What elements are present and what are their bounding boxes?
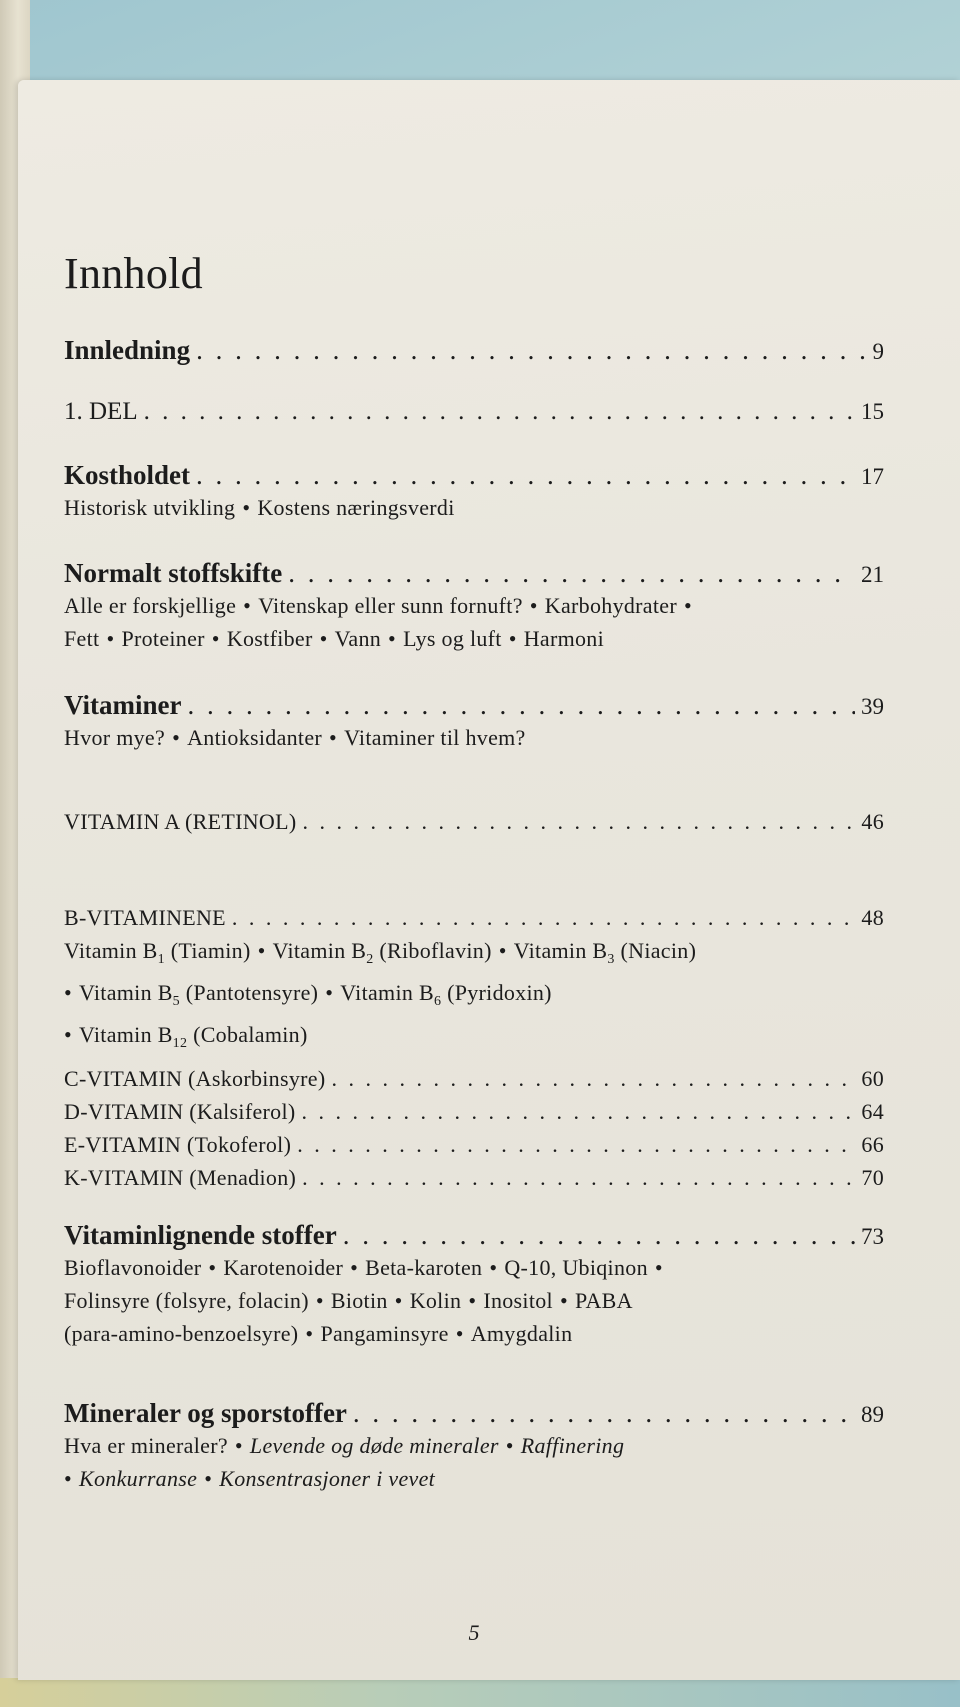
- toc-entry-label: Innledning: [64, 335, 191, 365]
- leader-dots: [288, 558, 855, 589]
- toc-entry-label: Vitaminer: [64, 690, 182, 720]
- toc-entry-label: B-VITAMINENE: [64, 905, 226, 930]
- toc-entry-page: 89: [861, 1402, 884, 1427]
- leader-dots: [343, 1220, 855, 1251]
- subtopic: Antioksidanter: [187, 725, 323, 750]
- leader-dots: [196, 335, 866, 366]
- subtopic: PABA: [574, 1288, 633, 1313]
- subtopic: Raffinering: [520, 1433, 625, 1458]
- subtopic: Proteiner: [121, 626, 205, 651]
- subtopic: Harmoni: [523, 626, 605, 651]
- subtopic: Biotin: [330, 1288, 388, 1313]
- subtopic: Vitamin $B_2$ (Riboflavin): [272, 938, 492, 967]
- toc-entry-page: 17: [861, 464, 884, 489]
- leader-dots: [144, 398, 855, 426]
- toc-entry-kostholdet: [64, 460, 884, 524]
- leader-dots: [187, 690, 855, 721]
- toc-entry-label: Mineraler og sporstoffer: [64, 1398, 347, 1428]
- toc-entry-label: K-VITAMIN (Menadion): [64, 1165, 297, 1190]
- toc-entry-innledning: [64, 335, 884, 366]
- subtopic: Kostfiber: [226, 626, 313, 651]
- toc-entry-page: 66: [861, 1132, 884, 1157]
- subtopic: Lys og luft: [403, 626, 502, 651]
- toc-entry-page: 73: [861, 1224, 884, 1249]
- toc-subtopics: Alle er forskjellige • Vitenskap eller sunn fornuft? • Karbohydrater • Fett • Proteiner • Kostfiber • Vann • Lys og luft • Harmoni: [64, 593, 692, 651]
- subtopic: Vitenskap eller sunn fornuft?: [258, 593, 523, 618]
- toc-entry-b-vitaminene: [64, 902, 884, 1060]
- toc-entry-vitamin-a: [64, 806, 884, 838]
- toc-subtopics: Vitamin $B_1$ (Tiamin) • Vitamin $B_2$ (Riboflavin) • Vitamin $B_3$ (Niacin) • Vitamin $B_5$ (Pantotensyre) • Vitamin $B_6$ (Pyridoxin) • Vitamin $B_{12}$ (Cobalamin): [64, 938, 697, 1051]
- toc-entry-page: 60: [861, 1066, 884, 1091]
- page-number: 5: [468, 1620, 480, 1645]
- subtopic: (para-amino-benzoelsyre): [64, 1321, 299, 1346]
- leader-dots: [302, 1162, 855, 1194]
- toc-subtopics: Historisk utvikling • Kostens næringsverdi: [64, 495, 455, 520]
- toc-subtopics: Hvor mye? • Antioksidanter • Vitaminer til hvem?: [64, 725, 526, 750]
- subtopic: Vitaminer til hvem?: [344, 725, 526, 750]
- toc-entry-page: 15: [861, 399, 884, 424]
- leader-dots: [302, 1096, 856, 1128]
- leader-dots: [353, 1398, 855, 1429]
- toc-entry-c-vitamin: [64, 1063, 884, 1095]
- subtopic: Hvor mye?: [64, 725, 166, 750]
- toc-entry-label: Kostholdet: [64, 460, 191, 490]
- subtopic: Inositol: [483, 1288, 553, 1313]
- subtopic: Kostens næringsverdi: [257, 495, 455, 520]
- toc-subtopics: Hva er mineraler? • Levende og døde mineraler • Raffinering • Konkurranse • Konsentrasjoner i vevet: [64, 1433, 625, 1491]
- leader-dots: [297, 1129, 855, 1161]
- leader-dots: [196, 460, 855, 491]
- toc-entry-label: VITAMIN A (RETINOL): [64, 809, 297, 834]
- toc-entry-page: 39: [861, 694, 884, 719]
- toc-entry-e-vitamin: [64, 1129, 884, 1161]
- toc-entry-label: 1. DEL: [64, 398, 138, 425]
- toc-entry-label: D-VITAMIN (Kalsiferol): [64, 1099, 296, 1124]
- subtopic: Karotenoider: [223, 1255, 344, 1280]
- subtopic: Levende og døde mineraler: [249, 1433, 499, 1458]
- subtopic: Beta-karoten: [365, 1255, 483, 1280]
- subtopic: Vitamin $B_5$ (Pantotensyre): [79, 980, 319, 1009]
- subtopic: Fett: [64, 626, 100, 651]
- subtopic: Konsentrasjoner i vevet: [219, 1466, 436, 1491]
- subtopic: Vitamin $B_1$ (Tiamin): [64, 938, 251, 967]
- toc-entry-mineraler-og-sporstoffer: [64, 1398, 884, 1495]
- toc-entry-del1: [64, 398, 884, 426]
- toc-entry-page: 64: [861, 1099, 884, 1124]
- page-title: Innhold: [64, 249, 203, 298]
- toc-entry-vitaminlignende-stoffer: [64, 1220, 884, 1350]
- subtopic: Kolin: [409, 1288, 462, 1313]
- toc-entry-vitaminer: [64, 690, 884, 754]
- subtopic: Pangaminsyre: [320, 1321, 449, 1346]
- toc-entry-k-vitamin: [64, 1162, 884, 1194]
- subtopic: Hva er mineraler?: [64, 1433, 228, 1458]
- subtopic: Amygdalin: [470, 1321, 573, 1346]
- toc-entry-page: 46: [861, 809, 884, 834]
- toc-entry-page: 70: [861, 1165, 884, 1190]
- toc-entry-page: 21: [861, 562, 884, 587]
- toc-subtopics: Bioflavonoider • Karotenoider • Beta-karoten • Q-10, Ubiqinon • Folinsyre (folsyre, folacin) • Biotin • Kolin • Inositol • PABA (para-amino-benzoelsyre) • Pangaminsyre • Amygdalin: [64, 1255, 663, 1346]
- toc-entry-normalt-stoffskifte: [64, 558, 884, 655]
- leader-dots: [302, 806, 855, 838]
- toc-entry-page: 9: [872, 339, 884, 364]
- subtopic: Folinsyre (folsyre, folacin): [64, 1288, 309, 1313]
- leader-dots: [232, 902, 855, 934]
- toc-entry-label: Normalt stoffskifte: [64, 558, 283, 588]
- leader-dots: [331, 1063, 855, 1095]
- background-strip: [0, 1678, 960, 1707]
- subtopic: Alle er forskjellige: [64, 593, 237, 618]
- toc-entry-label: C-VITAMIN (Askorbinsyre): [64, 1066, 326, 1091]
- subtopic: Bioflavonoider: [64, 1255, 202, 1280]
- toc-entry-page: 48: [861, 905, 884, 930]
- subtopic: Konkurranse: [79, 1466, 198, 1491]
- subtopic: Vann: [334, 626, 382, 651]
- subtopic: Vitamin $B_3$ (Niacin): [513, 938, 697, 967]
- toc-entry-label: Vitaminlignende stoffer: [64, 1220, 337, 1250]
- subtopic: Q-10, Ubiqinon: [504, 1255, 648, 1280]
- book-page: [18, 80, 960, 1680]
- toc-entry-label: E-VITAMIN (Tokoferol): [64, 1132, 292, 1157]
- toc-entry-d-vitamin: [64, 1096, 884, 1128]
- subtopic: Vitamin $B_{12}$ (Cobalamin): [79, 1022, 308, 1051]
- subtopic: Karbohydrater: [544, 593, 677, 618]
- subtopic: Historisk utvikling: [64, 495, 236, 520]
- subtopic: Vitamin $B_6$ (Pyridoxin): [340, 980, 552, 1009]
